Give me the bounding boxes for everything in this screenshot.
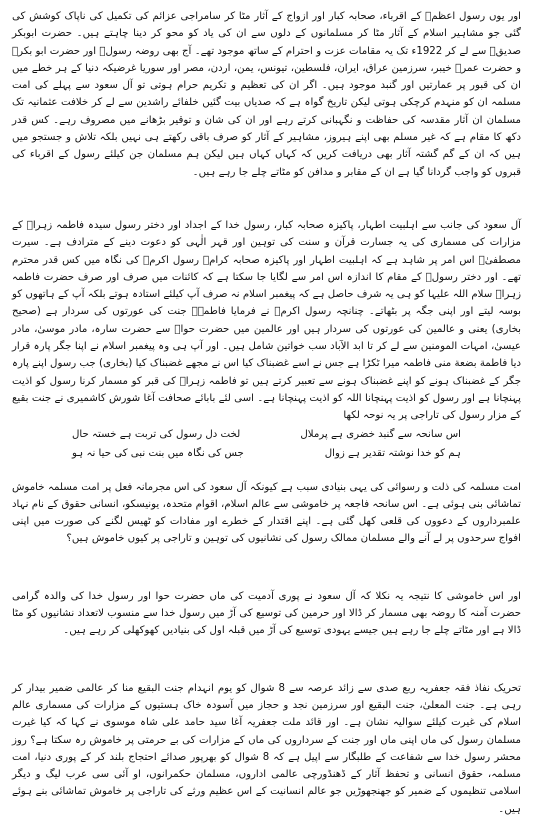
paragraph-3: امت مسلمہ کی ذلت و رسوائی کی یہی بنیادی سبب ہے کیونکہ آل سعود کی اس مجرمانہ فعل پر امت مسلمہ خاموش تماشائی بنی ہوئی ہے۔ اس سانحہ فاجعہ پر خاموشی سے عالم اسلام، اقوام متحدہ، یونیسکو، انسانی حقوق کے نام نہاد علمبرداروں کے دعووں کی قلعی کھل گئی ہے۔ اپنے اقتدار کے خطرے اور مفادات کو ٹھیس لگنے کی صورت میں اپنی افواج سرحدوں پر لے آنے والے مسلمان ممالک رسول کی نشانیوں کی توہین و تاراجی پر کیوں خاموش ہیں؟: [12, 481, 521, 545]
paragraph-2: آل سعود کی جانب سے اہلبیت اطہار، پاکیزہ صحابہ کبار، رسول خدا کے اجداد اور دختر رسول سیدہ فاطمہ زہراؑ کے مزارات کی مسماری کی یہ جسارت قرآن و سنت کی توہین اور قہر الٰہی کو دعوت دینے کے مترادف ہے۔ سیرت مصطفیٰؐ اس امر پر شاہد ہے کہ اہلبیت اطہار اور پاکیزہ صحابہ کرامؓ رسول اکرمؐ کی نگاہ میں کس قدر محترم تھے۔ اور دختر رسولؐ کے مقام کا اندازہ اس امر سے لگایا جا سکتا ہے کہ کائنات میں صرف اور صرف حضرت فاطمہ زہراؑ سلام اللہ علیہا کو ہی یہ شرف حاصل ہے کہ پیغمبر اسلام نہ صرف آپ کیلئے استادہ ہوتے بلکہ آپ کے ہاتھوں کو بوسہ لیتے اور اپنی جگہ پر بٹھاتے۔ چنانچہ رسول اکرمؐ نے فرمایا فاطمہؑ جنت کی عورتوں کی سردار ہے (صحیح بخاری) یعنی و عالمین کی عورتوں کی سردار ہیں اور عالمین میں حضرت حواؑ سے حضرت سارہ، مادر موسیٰ، مادر عیسیٰ، امہات المومنین سے لے کر تا ابد الآباد سب خواتین شامل ہیں۔ اور آپ ہی وہ پیغمبر اسلام نے اپنا جگر پارہ قرار دیا فاطمة بضعة منى فاطمہ میرا ٹکڑا ہے جس نے اسے غضبناک کیا اس نے مجھے غضبناک کیا (بخاری) جب رسول اپنے پارہ جگر کے غضبناک ہونے کو اپنے غضبناک ہونے سے تعبیر کرتے ہیں تو فاطمہ زہراؑ کی قبر کو مسمار کرنا رسول کو اذیت پہنچانا ہے اور رسول کو اذیت پہنچانا اللہ کو اذیت پہنچانا ہے۔ اسی لئے بابائے صحافت آغا شورش کاشمیری نے جنت بقیع کے مزار رسول کی تاراجی پر یہ نوحہ لکھا: [12, 219, 521, 422]
paragraph-5: تحریک نفاذ فقہ جعفریہ ربع صدی سے زائد عرصہ سے 8 شوال کو یوم انہدام جنت البقیع منا کر عالمی ضمیر بیدار کر رہی ہے۔ جنت المعلیٰ، جنت البقیع اور سرزمین نجد و حجاز میں آسودہ خاک ہستیوں کے مزارات کی مسماری عالم اسلام کی غیرت کیلئے سوالیہ نشان ہے۔ اور قائد ملت جعفریہ آغا سید حامد علی شاہ موسوی نے کہا کہ کیا غیرت مسلمان رسول کی ماں اپنی ماں اور جنت کے سرداروں کی ماں کے مزارات کی بے حرمتی پر خاموش رہ سکتا ہے؟ روز محشر رسول خدا سے شفاعت کے طلبگار سے اپیل ہے کہ 8 شوال کو بھرپور صدائے احتجاج بلند کر کے پوری دنیا، امت مسلمہ، حقوق انسانی و تحفظ آثار کے ڈھنڈورچی عالمی اداروں، مسلمان حکمرانوں، او آئی سی عرب لیگ و دیگر اسلامی تنظیموں کے ضمیر کو جھنجھوڑیں جو عالم انسانیت کے اس عظیم ورثے کی تاراجی پر خاموش تماشائی بنے ہوئے ہیں۔: [12, 682, 521, 815]
poem-line-2b: ہم کو خدا نوشتہ تقدیر ہے زوال: [324, 447, 461, 459]
paragraph-1: اور یوں رسول اعظمؐ کے اقرباء، صحابہ کبار اور ازواج کے آثار مٹا کر سامراجی عزائم کی تکمیل کی ناپاک کوشش کی گئی جو مشاہیر اسلام کے آثار مٹا کر مسلمانوں کے دلوں سے ان کی یاد کو محو کر دینا چاہتے ہیں۔ حضرت ابوبکر صدیقؓ سے لے کر 1922ء تک یہ مقامات عزت و احترام کے ساتھ موجود تھے۔ آج بھی روضہ رسولؐ اور حضرت ابو بکرؓ و حضرت عمرؓ خیبر، سرزمین عراق، ایران، فلسطین، تیونس، یمن، اردن، مصر اور سوریا غرضیکہ دنیا کے ہر خطے میں ان کی قبور پر عمارتیں اور گنبد موجود ہیں۔ اگر ان کی تعظیم و تکریم حرام ہوتی تو آل سعود سے پہلے کی امت مسلمہ ان کو منہدم کرچکی ہوتی لیکن تاریخ گواہ ہے کہ صدیاں بیت گئیں خلفائے راشدین سے لے کر خلافت عثمانیہ تک مسلمان ان آثار مقدسہ کی حفاظت و نگہبانی کرتے رہے اور ان کی شان و توقیر بڑھانے میں مصروف رہے۔ کس قدر دکھ کا مقام ہے کہ غیر مسلم بھی اپنے ہیروز، مشاہیر کے آثار کو صرف باقی رکھتے ہی نہیں بلکہ تلاش و جستجو میں ہیں کہ ان کے گم گشتہ آثار بھی دریافت کریں کہ کہاں کہاں ہیں لیکن ہم مسلمان جن کیلئے رسول کے اقرباء کی قبروں کو واجب گردانا گیا ہے ان کے مقابر و مدافن کو مٹاتے چلے جا رہے ہیں۔: [12, 11, 521, 178]
poem-verse-2: [72, 444, 461, 463]
poem-line-1b: اس سانحہ سے گنبد خضری ہے پرملال: [300, 428, 461, 440]
poem-line-2a: جس کی نگاہ میں بنت نبی کی حیا نہ ہو: [72, 447, 244, 459]
poem-line-1a: لخت دل رسول کی تربت ہے خستہ حال: [72, 428, 241, 440]
poem-verse-1: [72, 425, 461, 444]
poem: [12, 425, 521, 463]
paragraph-4: اور اس خاموشی کا نتیجہ یہ نکلا کہ آل سعود نے پوری آدمیت کی ماں حضرت حوا اور رسول خدا کی والدہ گرامی حضرت آمنہ کا روضہ بھی مسمار کر ڈالا اور حرمین کی توسیع کی آڑ میں رسول خدا سے منسوب لاتعداد نشانیوں کو مٹا ڈالا ہے اور مٹاتے چلے جا رہے ہیں جیسے یہودی توسیع کی آڑ میں قبلہ اول کی بنیادیں کھوکھلی کر رہے ہیں۔: [12, 590, 521, 637]
